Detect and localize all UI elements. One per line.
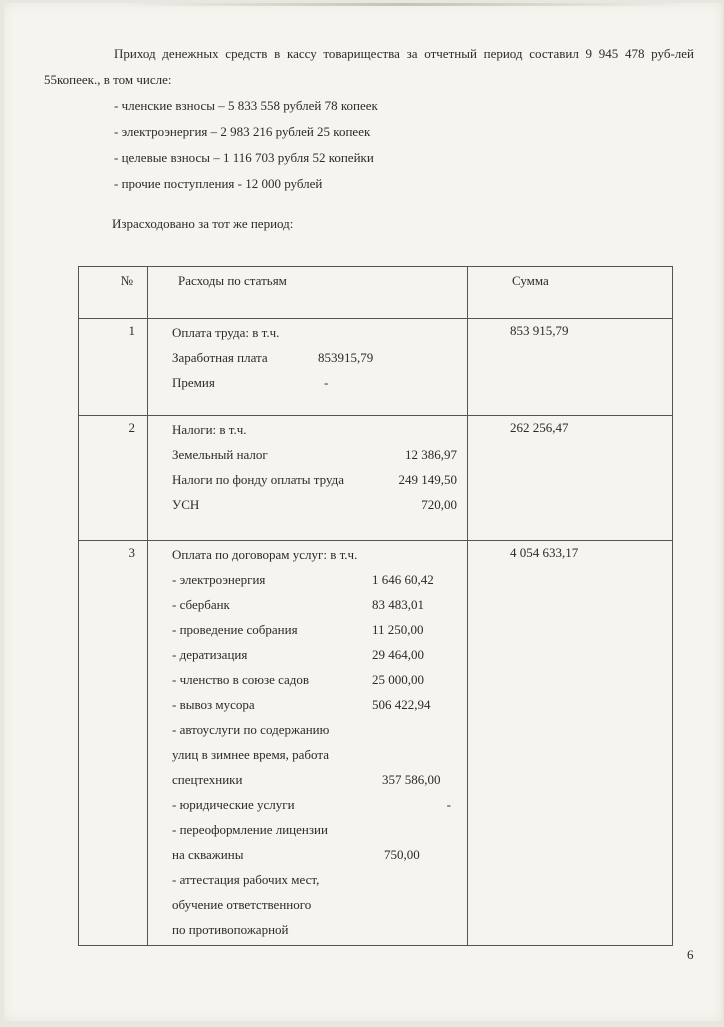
- document-page: [4, 3, 722, 1021]
- table-row: [79, 541, 673, 946]
- table-row: [79, 416, 673, 541]
- row-number-cell: 3: [79, 541, 148, 946]
- line-label: Земельный налог: [172, 447, 268, 462]
- line-value: 83 483,01: [372, 597, 424, 612]
- page-number: 6: [687, 947, 694, 962]
- line-value: -: [446, 797, 451, 812]
- line-label: - проведение собрания: [172, 622, 298, 637]
- header-item: Расходы по статьям: [148, 267, 468, 319]
- expenses-table: [78, 266, 673, 946]
- line-label: спецтехники: [172, 772, 243, 787]
- line-value: 12 386,97: [405, 447, 457, 462]
- header-number: №: [79, 267, 148, 319]
- expenses-heading: Израсходовано за тот же период:: [112, 216, 294, 231]
- income-item: - целевые взносы – 1 116 703 рубля 52 копейки: [114, 150, 374, 165]
- line-value: [372, 720, 467, 745]
- line-label: Заработная плата: [172, 350, 268, 365]
- line-label: Премия: [172, 375, 215, 390]
- scan-edge: [124, 3, 684, 6]
- line-value: [372, 920, 467, 945]
- line-label: - аттестация рабочих мест,: [172, 872, 320, 887]
- row-sum-cell: [468, 319, 673, 416]
- line-label: - вывоз мусора: [172, 697, 255, 712]
- line-value: 25 000,00: [372, 672, 424, 687]
- line-label: - юридические услуги: [172, 797, 295, 812]
- line-label: - сбербанк: [172, 597, 230, 612]
- row-item-cell: [148, 416, 468, 541]
- row-sum: 853 915,79: [510, 323, 569, 338]
- line-value: [372, 870, 467, 895]
- line-label: на скважины: [172, 847, 244, 862]
- row-sum-cell: [468, 541, 673, 946]
- line-label: - дератизация: [172, 647, 248, 662]
- row-sum-cell: [468, 416, 673, 541]
- income-breakdown-list: [44, 93, 694, 197]
- line-value: 750,00: [384, 847, 420, 862]
- income-paragraph: [44, 41, 694, 197]
- row-title: Оплата по договорам услуг: в т.ч.: [172, 547, 358, 562]
- line-value: 506 422,94: [372, 697, 431, 712]
- income-item: - членские взносы – 5 833 558 рублей 78 копеек: [114, 98, 378, 113]
- income-item: - прочие поступления - 12 000 рублей: [114, 176, 323, 191]
- line-value: 853915,79: [318, 350, 374, 365]
- line-label: УСН: [172, 497, 200, 512]
- row-number-cell: 1: [79, 319, 148, 416]
- row-sum: 262 256,47: [510, 420, 569, 435]
- line-value: 11 250,00: [372, 622, 424, 637]
- line-value: [372, 895, 467, 920]
- row-item-cell: [148, 319, 468, 416]
- line-label: - переоформление лицензии: [172, 822, 328, 837]
- row-item-cell: [148, 541, 468, 946]
- line-label: - членство в союзе садов: [172, 672, 310, 687]
- row-title: Налоги: в т.ч.: [172, 422, 247, 437]
- line-label: - автоуслуги по содержанию: [172, 722, 330, 737]
- line-value: 1 646 60,42: [372, 572, 434, 587]
- line-value: 249 149,50: [398, 472, 457, 487]
- line-label: улиц в зимнее время, работа: [172, 747, 329, 762]
- line-value: 357 586,00: [382, 772, 441, 787]
- table-header-row: [79, 267, 673, 319]
- line-label: обучение ответственного: [172, 897, 312, 912]
- row-title: Оплата труда: в т.ч.: [172, 325, 280, 340]
- line-label: - электроэнергия: [172, 572, 266, 587]
- line-value: [372, 745, 467, 770]
- income-summary: Приход денежных средств в кассу товарищества за отчетный период составил 9 945 478 руб-лей 55копеек., в том числе:: [44, 46, 694, 87]
- line-value: 29 464,00: [372, 647, 424, 662]
- income-item: - электроэнергия – 2 983 216 рублей 25 копеек: [114, 124, 371, 139]
- line-value: -: [324, 375, 329, 390]
- line-value: [372, 820, 467, 845]
- line-label: по противопожарной: [172, 922, 289, 937]
- line-value: 720,00: [421, 497, 457, 512]
- header-sum: Сумма: [468, 267, 673, 319]
- line-label: Налоги по фонду оплаты труда: [172, 472, 345, 487]
- row-sum: 4 054 633,17: [510, 545, 579, 560]
- table-row: [79, 319, 673, 416]
- row-number-cell: 2: [79, 416, 148, 541]
